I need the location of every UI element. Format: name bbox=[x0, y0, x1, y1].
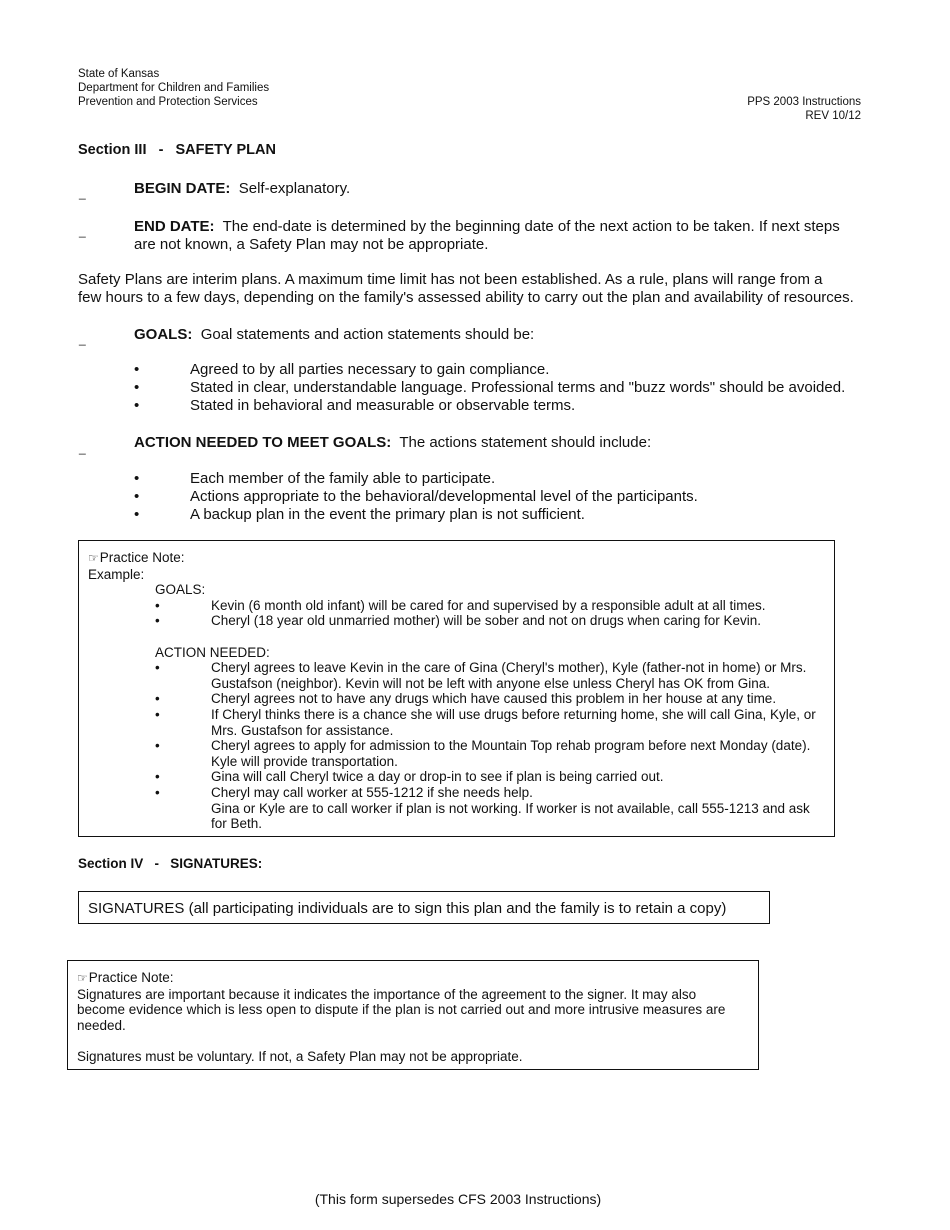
note-line: Signatures must be voluntary. If not, a Safety Plan may not be appropriate. bbox=[77, 1048, 523, 1064]
paragraph-line: few hours to a few days, depending on the family's assessed ability to carry out the plan and availability of resources. bbox=[78, 289, 854, 306]
example-actions-label: ACTION NEEDED: bbox=[155, 644, 270, 660]
signatures-text: SIGNATURES (all participating individuals are to sign this plan and the family is to retain a copy) bbox=[88, 900, 727, 917]
item-marker: _ bbox=[79, 224, 86, 238]
actions-item bbox=[134, 434, 651, 452]
actions-label: ACTION NEEDED TO MEET GOALS: bbox=[134, 434, 392, 451]
list-item: • Cheryl agrees not to have any drugs which have caused this problem in her house at any time. bbox=[155, 691, 777, 707]
note-line: needed. bbox=[77, 1017, 126, 1033]
list-item: • Cheryl may call worker at 555-1212 if she needs help. Gina or Kyle are to call worker if plan is not working. If worker is not available, call 555-1213 and ask for Beth. bbox=[155, 784, 810, 832]
list-item: • Agreed to by all parties necessary to gain compliance. bbox=[134, 361, 550, 378]
actions-text: The actions statement should include: bbox=[399, 434, 652, 451]
example-label: Example: bbox=[88, 566, 145, 582]
list-item: • Cheryl agrees to apply for admission to the Mountain Top rehab program before next Monday (date). Kyle will provide transportation. bbox=[155, 738, 811, 769]
begin-date-item bbox=[134, 180, 350, 198]
list-item: • Stated in behavioral and measurable or observable terms. bbox=[134, 397, 576, 414]
list-item: • Cheryl (18 year old unmarried mother) will be sober and not on drugs when caring for Kevin. bbox=[155, 613, 762, 629]
goals-label: GOALS: bbox=[134, 326, 193, 343]
practice-note-heading: Practice Note: bbox=[99, 550, 185, 565]
list-item: • Kevin (6 month old infant) will be cared for and supervised by a responsible adult at all times. bbox=[155, 597, 766, 613]
end-date-text-cont: are not known, a Safety Plan may not be appropriate. bbox=[134, 236, 489, 253]
signatures-box bbox=[78, 891, 770, 924]
end-date-item bbox=[134, 218, 854, 254]
form-id: PPS 2003 Instructions bbox=[747, 96, 861, 108]
paragraph-line: Safety Plans are interim plans. A maximum time limit has not been established. As a rule, plans will range from a bbox=[78, 271, 823, 288]
note-line: become evidence which is less open to dispute if the plan is not carried out and more intrusive measures are bbox=[77, 1002, 726, 1018]
pointing-hand-icon: ☞ bbox=[77, 971, 88, 985]
list-item: • Actions appropriate to the behavioral/developmental level of the participants. bbox=[134, 488, 698, 505]
practice-note-heading: Practice Note: bbox=[88, 970, 174, 985]
begin-date-text: Self-explanatory. bbox=[238, 180, 351, 197]
footer-note: (This form supersedes CFS 2003 Instructions) bbox=[314, 1191, 602, 1207]
agency-line: Department for Children and Families bbox=[78, 82, 270, 94]
section-4-title: Section IV - SIGNATURES: bbox=[78, 856, 263, 871]
list-item: • Gina will call Cheryl twice a day or drop-in to see if plan is being carried out. bbox=[155, 769, 664, 785]
form-id-block bbox=[747, 95, 861, 123]
end-date-text: The end-date is determined by the beginning date of the next action to be taken. If next steps bbox=[222, 218, 840, 235]
list-item: • Each member of the family able to participate. bbox=[134, 470, 496, 487]
list-item: • If Cheryl thinks there is a chance she will use drugs before returning home, she will call Gina, Kyle, or Mrs. Gustafson for assistance. bbox=[155, 706, 816, 738]
goals-text: Goal statements and action statements should be: bbox=[200, 326, 535, 343]
item-marker: _ bbox=[79, 441, 86, 455]
interim-paragraph bbox=[78, 271, 854, 307]
item-marker: _ bbox=[79, 186, 86, 200]
practice-note-example-box bbox=[78, 540, 835, 837]
item-marker: _ bbox=[79, 332, 86, 346]
agency-line: Prevention and Protection Services bbox=[78, 96, 258, 108]
goals-bullet-list bbox=[134, 361, 854, 415]
agency-header bbox=[78, 67, 269, 109]
revision: REV 10/12 bbox=[805, 110, 861, 122]
pointing-hand-icon: ☞ bbox=[88, 551, 99, 565]
begin-date-label: BEGIN DATE: bbox=[134, 180, 231, 197]
section-3-title: Section III - SAFETY PLAN bbox=[78, 142, 276, 158]
list-item: • Cheryl agrees to leave Kevin in the care of Gina (Cheryl's mother), Kyle (father-not in home) or Mrs. Gustafson (neighbor). Kevin will not be left with anyone else unless Cheryl has OK from Gina. bbox=[155, 660, 807, 691]
actions-bullet-list bbox=[134, 470, 854, 524]
list-item: • A backup plan in the event the primary plan is not sufficient. bbox=[134, 506, 585, 523]
practice-note-signatures-box bbox=[67, 960, 759, 1070]
goals-item bbox=[134, 326, 534, 344]
agency-line: State of Kansas bbox=[78, 68, 160, 80]
note-line: Signatures are important because it indicates the importance of the agreement to the signer. It may also bbox=[77, 986, 697, 1002]
end-date-label: END DATE: bbox=[134, 218, 215, 235]
list-item: • Stated in clear, understandable language. Professional terms and "buzz words" should be avoided. bbox=[134, 379, 846, 396]
example-goals-label: GOALS: bbox=[155, 582, 206, 598]
